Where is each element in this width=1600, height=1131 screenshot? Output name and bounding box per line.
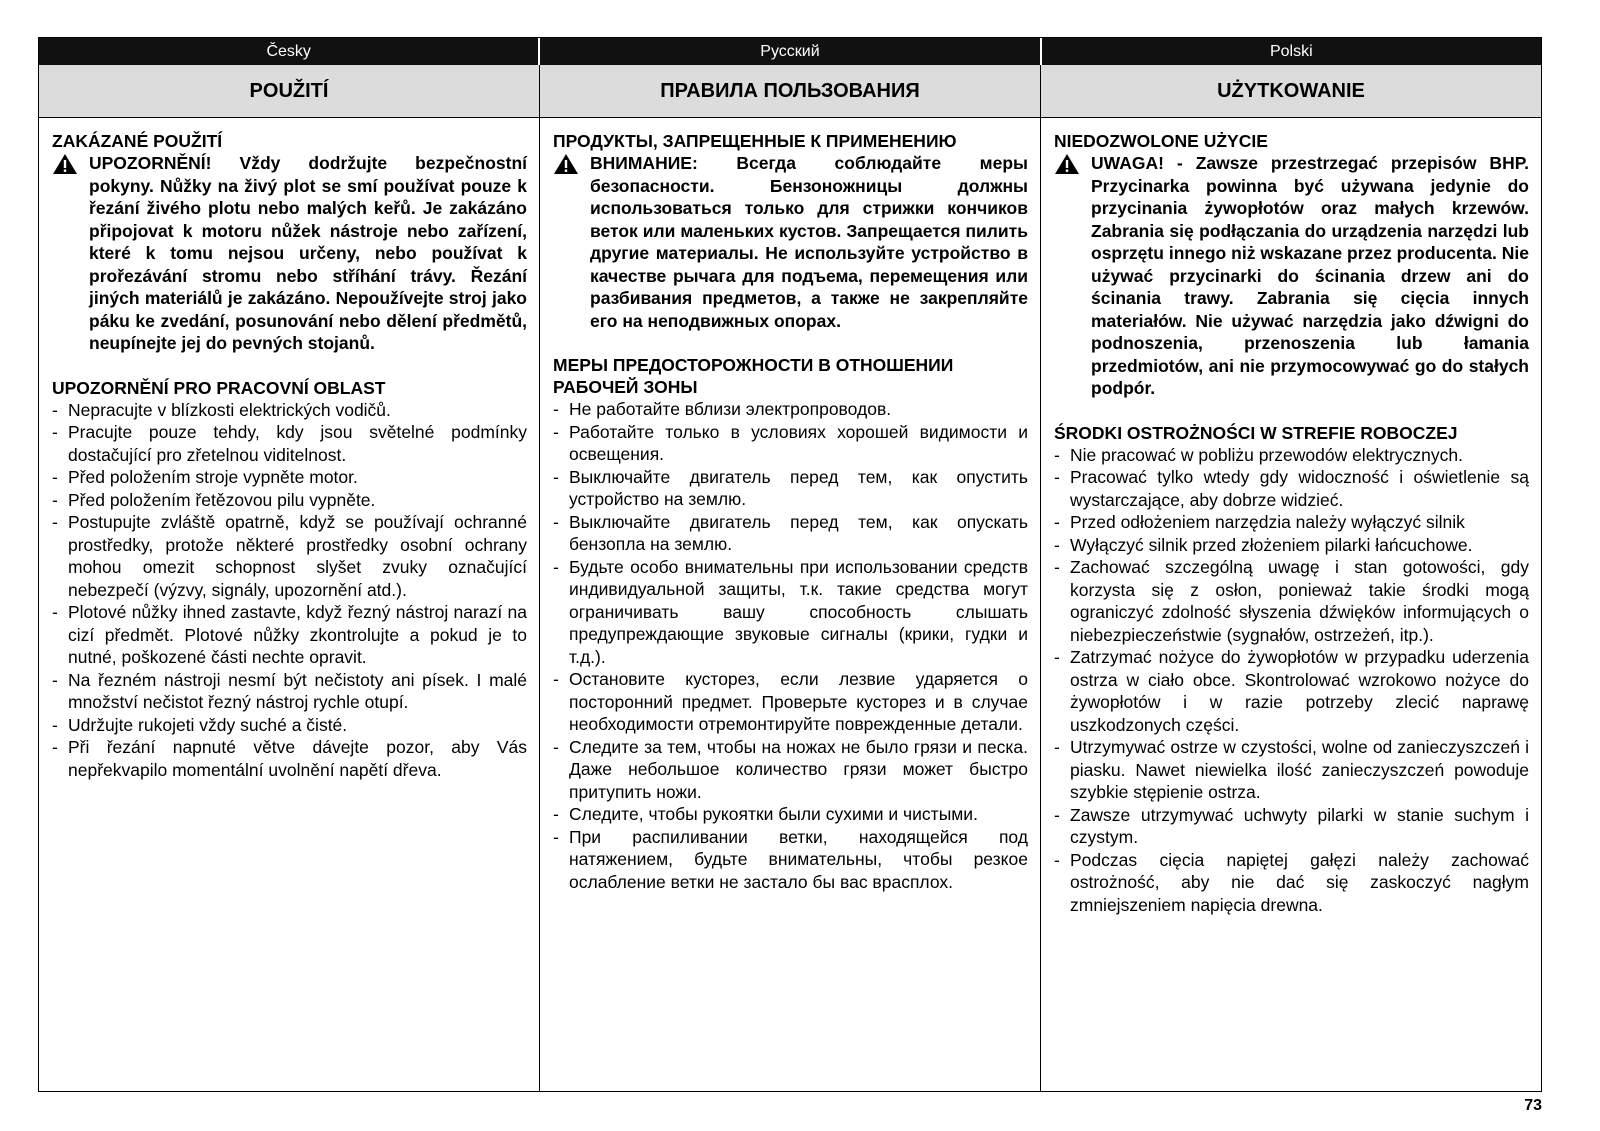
prohibited-use-heading: ZAKÁZANÉ POUŽITÍ xyxy=(52,131,223,151)
list-item: - Следите за тем, чтобы на ножах не было грязи и песка. Даже небольшое количество грязи может быстро притупить ножи. xyxy=(553,736,1028,804)
warning-text: ВНИМАНИЕ: Всегда соблюдайте меры безопасности. Бензоножницы должны использоваться только для стрижки кончиков веток или маленьких кустов. Запрещается пилить другие материалы. Не используйте устройство в качестве рычага для подъема, перемещения или разбивания предметов, а также не закрепляйте его на неподвижных опорах. xyxy=(590,153,1028,331)
warning-triangle-icon xyxy=(553,153,579,175)
list-item: - Před položením stroje vypněte motor. xyxy=(52,466,527,489)
list-item: - Postupujte zvláště opatrně, když se používají ochranné prostředky, protože některé prostředky osobní ochrany mohou omezit schopnost slyšet zvuky označující nebezpečí (výzvy, signály, upozornění atd.). xyxy=(52,511,527,601)
list-item: - Při řezání napnuté větve dávejte pozor, aby Vás nepřekvapilo momentální uvolnění napětí dřeva. xyxy=(52,736,527,781)
list-item: - Pracować tylko wtedy gdy widoczność i oświetlenie są wystarczające, aby dobrze widzieć. xyxy=(1054,466,1529,511)
column-russian xyxy=(539,118,1040,1091)
list-item: - Plotové nůžky ihned zastavte, když řezný nástroj narazí na cizí předmět. Plotové nůžky zkontrolujte a pokud je to nutné, poškozené části nechte opravit. xyxy=(52,601,527,669)
content-columns xyxy=(39,118,1541,1091)
list-item: - Pracujte pouze tehdy, kdy jsou světelné podmínky dostačující pro zřetelnou viditelnost. xyxy=(52,421,527,466)
list-item: - Nepracujte v blízkosti elektrických vodičů. xyxy=(52,399,527,422)
list-item: - Zatrzymać nożyce do żywopłotów w przypadku uderzenia ostrza w ciało obce. Skontrolować wzrokowo nożyce do żywopłotów i w razie potrzeby zlecić naprawę uszkodzonych części. xyxy=(1054,646,1529,736)
column-title-russian: ПРАВИЛА ПОЛЬЗОВАНИЯ xyxy=(539,65,1040,117)
column-czech xyxy=(39,118,539,1091)
language-label-russian: Русский xyxy=(538,38,1039,65)
list-item: - Na řezném nástroji nesmí být nečistoty ani písek. I malé množství nečistot řezný nástroj rychle otupí. xyxy=(52,669,527,714)
list-item: - Следите, чтобы рукоятки были сухими и чистыми. xyxy=(553,803,1028,826)
list-item: - Nie pracować w pobliżu przewodów elektrycznych. xyxy=(1054,444,1529,467)
list-item: - Przed odłożeniem narzędzia należy wyłączyć silnik xyxy=(1054,511,1529,534)
warning-text: UWAGA! - Zawsze przestrzegać przepisów BHP. Przycinarka powinna być używana jedynie do przycinania żywopłotów oraz małych krzewów. Zabrania się podłączania do urządzenia narzędzi lub osprzętu innego niż wskazane przez producenta. Nie używać przycinarki do ścinania drzew ani do ścinania trawy. Zabrania się cięcia innych materiałów. Nie używać narzędzia jako dźwigni do podnoszenia, przenoszenia lub łamania przedmiotów, ani nie przymocowywać go do stałych podpór. xyxy=(1091,153,1529,398)
list-item: - Остановите кусторез, если лезвие ударяется о посторонний предмет. Проверьте кусторез и в случае необходимости отремонтируйте поврежденные детали. xyxy=(553,668,1028,736)
warning-triangle-icon xyxy=(1054,153,1080,175)
precaution-list xyxy=(1054,444,1529,917)
warning-text: UPOZORNĚNÍ! Vždy dodržujte bezpečnostní pokyny. Nůžky na živý plot se smí používat pouze k řezání živého plotu nebo malých keřů. Je zakázáno připojovat k motoru nůžek nástroje nebo zařízení, které k tomu nejsou určeny, nebo používat k prořezávání stromu nebo stříhání trávy. Řezání jiných materiálů je zakázáno. Nepoužívejte stroj jako páku ke zvedání, posunování nebo dělení předmětů, neupínejte jej do pevných stojanů. xyxy=(89,153,527,353)
list-item: - Wyłączyć silnik przed złożeniem pilarki łańcuchowe. xyxy=(1054,534,1529,557)
prohibited-use-heading: ПРОДУКТЫ, ЗАПРЕЩЕННЫЕ К ПРИМЕНЕНИЮ xyxy=(553,131,957,151)
column-polish xyxy=(1040,118,1541,1091)
language-label-polish: Polski xyxy=(1040,38,1541,65)
warning-block xyxy=(1054,152,1529,400)
warning-block xyxy=(52,152,527,355)
column-title-czech: POUŽITÍ xyxy=(249,80,329,102)
list-item: - Выключайте двигатель перед тем, как опускать бензопла на землю. xyxy=(553,511,1028,556)
list-item: - Před položením řetězovou pilu vypněte. xyxy=(52,489,527,512)
precaution-list xyxy=(52,399,527,782)
work-area-heading: ŚRODKI OSTROŻNOŚCI W STREFIE ROBOCZEJ xyxy=(1054,422,1458,443)
section-title-row xyxy=(39,65,1541,118)
page-number: 73 xyxy=(1524,1097,1542,1114)
warning-block xyxy=(553,152,1028,332)
list-item: - Podczas cięcia napiętej gałęzi należy zachować ostrożność, aby nie dać się zaskoczyć nagłym zmniejszeniem napięcia drewna. xyxy=(1054,849,1529,917)
list-item: - Не работайте вблизи электропроводов. xyxy=(553,398,1028,421)
prohibited-use-heading: NIEDOZWOLONE UŻYCIE xyxy=(1054,131,1268,151)
list-item: - Zawsze utrzymywać uchwyty pilarki w stanie suchym i czystym. xyxy=(1054,804,1529,849)
list-item: - При распиливании ветки, находящейся под натяжением, будьте внимательны, чтобы резкое ослабление ветки не застало бы вас врасплох. xyxy=(553,826,1028,894)
manual-page-frame xyxy=(38,37,1542,1092)
list-item: - Выключайте двигатель перед тем, как опустить устройство на землю. xyxy=(553,466,1028,511)
list-item: - Работайте только в условиях хорошей видимости и освещения. xyxy=(553,421,1028,466)
list-item: - Utrzymywać ostrze w czystości, wolne od zanieczyszczeń i piasku. Nawet niewielka ilość zanieczyszczeń powoduje szybkie stępienie ostrza. xyxy=(1054,736,1529,804)
work-area-heading: UPOZORNĚNÍ PRO PRACOVNÍ OBLAST xyxy=(52,377,386,398)
precaution-list xyxy=(553,398,1028,893)
list-item: - Udržujte rukojeti vždy suché a čisté. xyxy=(52,714,527,737)
warning-triangle-icon xyxy=(52,153,78,175)
list-item: - Будьте особо внимательны при использовании средств индивидуальной защиты, т.к. такие средства могут ограничивать вашу способность слышать предупреждающие звуковые сигналы (крики, гудки и т.д.). xyxy=(553,556,1028,669)
column-title-polish: UŻYTKOWANIE xyxy=(1040,65,1541,117)
work-area-heading: МЕРЫ ПРЕДОСТОРОЖНОСТИ В ОТНОШЕНИИ РАБОЧЕЙ ЗОНЫ xyxy=(553,355,954,397)
language-label-czech: Česky xyxy=(266,43,311,60)
language-header-row xyxy=(39,38,1541,65)
list-item: - Zachować szczególną uwagę i stan gotowości, gdy korzysta się z osłon, ponieważ takie środki mogą ograniczyć zdolność słyszenia dźwięków informujących o niebezpieczeństwie (sygnałów, ostrzeżeń, itp.). xyxy=(1054,556,1529,646)
